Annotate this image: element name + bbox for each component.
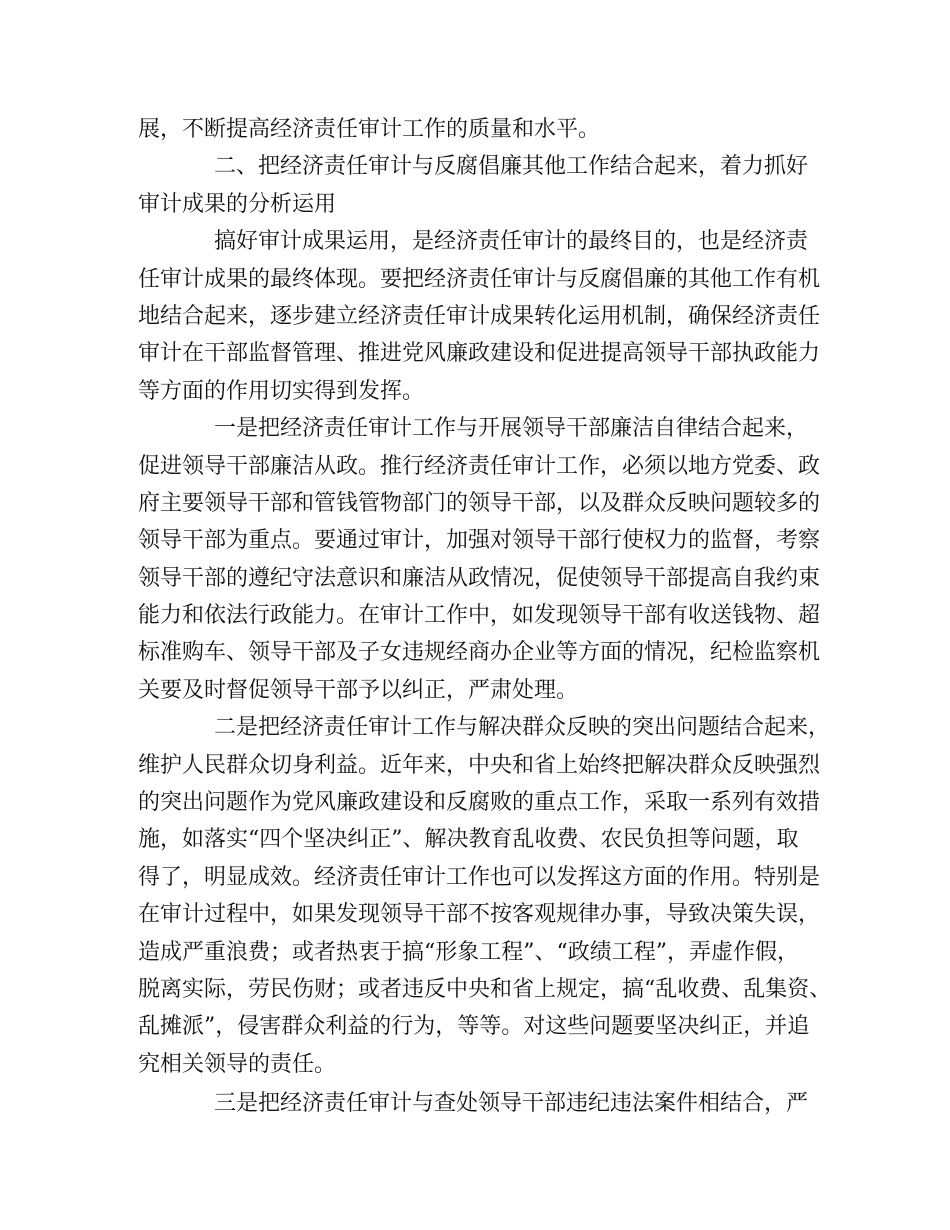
paragraph-first-line: 三是把经济责任审计与查处领导干部违纪违法案件相结合，严 <box>214 1091 809 1117</box>
text-line: 维护人民群众切身利益。近年来，中央和省上始终把解决群众反映强烈 <box>138 752 821 778</box>
text-line: 关要及时督促领导干部予以纠正，严肃处理。 <box>138 677 579 703</box>
text-line: 任审计成果的最终体现。要把经济责任审计与反腐倡廉的其他工作有机 <box>138 266 821 292</box>
text-line: 的突出问题作为党风廉政建设和反腐败的重点工作，采取一系列有效措 <box>138 790 821 816</box>
text-line: 标准购车、领导干部及子女违规经商办企业等方面的情况，纪检监察机 <box>138 640 821 666</box>
text-line: 在审计过程中，如果发现领导干部不按客观规律办事，导致决策失误， <box>138 902 821 928</box>
document-body <box>138 111 832 1123</box>
text-line: 促进领导干部廉洁从政。推行经济责任审计工作，必须以地方党委、政 <box>138 453 821 479</box>
text-line: 府主要领导干部和管钱管物部门的领导干部，以及群众反映问题较多的 <box>138 490 821 516</box>
text-line: 领导干部的遵纪守法意识和廉洁从政情况，促使领导干部提高自我约束 <box>138 565 821 591</box>
text-line: 乱摊派”，侵害群众利益的行为，等等。对这些问题要坚决纠正，并追 <box>138 1014 810 1040</box>
text-line: 展，不断提高经济责任审计工作的质量和水平。 <box>138 117 601 142</box>
paragraph-first-line: 搞好审计成果运用，是经济责任审计的最终目的，也是经济责 <box>214 229 809 255</box>
text-line: 审计在干部监督管理、推进党风廉政建设和促进提高领导干部执政能力 <box>138 341 821 367</box>
section-heading-line: 审计成果的分析运用 <box>138 191 337 217</box>
text-line: 造成严重浪费；或者热衷于搞“形象工程”、“政绩工程”，弄虚作假， <box>138 939 799 965</box>
text-line: 究相关领导的责任。 <box>138 1051 337 1077</box>
section-heading-line: 二、把经济责任审计与反腐倡廉其他工作结合起来，着力抓好 <box>214 154 809 180</box>
paragraph-first-line: 二是把经济责任审计工作与解决群众反映的突出问题结合起来， <box>214 715 831 741</box>
text-line: 等方面的作用切实得到发挥。 <box>138 378 425 404</box>
text-line: 领导干部为重点。要通过审计，加强对领导干部行使权力的监督，考察 <box>138 528 821 554</box>
text-line: 地结合起来，逐步建立经济责任审计成果转化运用机制，确保经济责任 <box>138 303 821 329</box>
paragraph-first-line: 一是把经济责任审计工作与开展领导干部廉洁自律结合起来， <box>214 416 809 442</box>
text-line: 脱离实际，劳民伤财；或者违反中央和省上规定，搞“乱收费、乱集资、 <box>138 976 832 1002</box>
text-line: 施，如落实“四个坚决纠正”、解决教育乱收费、农民负担等问题，取 <box>138 827 799 853</box>
text-line: 能力和依法行政能力。在审计工作中，如发现领导干部有收送钱物、超 <box>138 603 821 629</box>
text-line: 得了，明显成效。经济责任审计工作也可以发挥这方面的作用。特别是 <box>138 864 821 890</box>
